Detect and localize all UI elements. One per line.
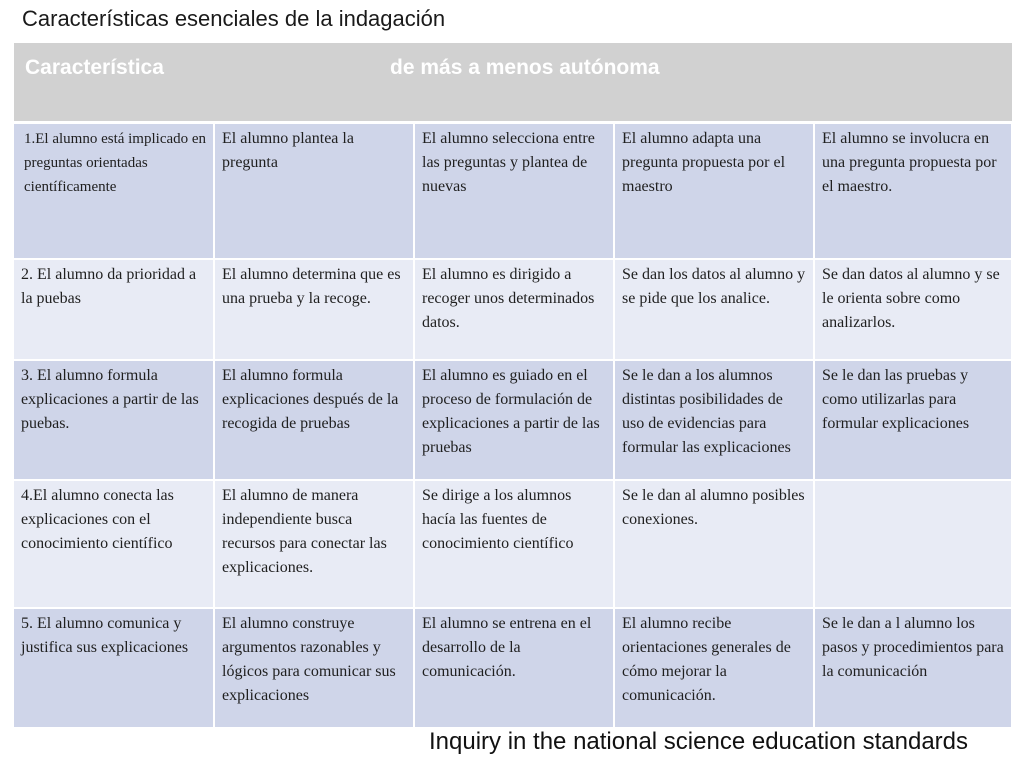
inquiry-table: [14, 43, 1012, 729]
table-row: [14, 608, 1012, 728]
table-row: [14, 123, 1012, 259]
table-header: [14, 43, 1012, 123]
characteristic-cell: 5. El alumno comunica y justifica sus explicaciones: [14, 608, 214, 728]
table-row: [14, 259, 1012, 360]
table-row: [14, 480, 1012, 608]
source-credit: Inquiry in the national science education standards: [428, 728, 968, 755]
table-cell: Se le dan al alumno posibles conexiones.: [614, 480, 814, 608]
table-cell: Se dan los datos al alumno y se pide que los analice.: [614, 259, 814, 360]
table-cell: Se le dan las pruebas y como utilizarlas para formular explicaciones: [814, 360, 1012, 480]
table-cell: El alumno de manera independiente busca recursos para conectar las explicaciones.: [214, 480, 414, 608]
table-cell: [814, 480, 1012, 608]
table-row: [14, 360, 1012, 480]
table-cell: El alumno construye argumentos razonables y lógicos para comunicar sus explicaciones: [214, 608, 414, 728]
table-cell: El alumno recibe orientaciones generales de cómo mejorar la comunicación.: [614, 608, 814, 728]
table-cell: Se le dan a los alumnos distintas posibilidades de uso de evidencias para formular las explicaciones: [614, 360, 814, 480]
table-cell: El alumno se entrena en el desarrollo de la comunicación.: [414, 608, 614, 728]
table-cell: El alumno se involucra en una pregunta propuesta por el maestro.: [814, 123, 1012, 259]
characteristic-cell: 4.El alumno conecta las explicaciones con el conocimiento científico: [14, 480, 214, 608]
header-characteristic-label: Característica: [25, 56, 164, 79]
slide-title: Características esenciales de la indagación: [22, 6, 446, 31]
header-scale-label: de más a menos autónoma: [390, 56, 660, 79]
table-cell: El alumno adapta una pregunta propuesta por el maestro: [614, 123, 814, 259]
characteristic-cell: 3. El alumno formula explicaciones a partir de las puebas.: [14, 360, 214, 480]
table-cell: El alumno determina que es una prueba y la recoge.: [214, 259, 414, 360]
table-cell: Se le dan a l alumno los pasos y procedimientos para la comunicación: [814, 608, 1012, 728]
table-cell: El alumno selecciona entre las preguntas y plantea de nuevas: [414, 123, 614, 259]
table-cell: El alumno plantea la pregunta: [214, 123, 414, 259]
table-cell: El alumno es guiado en el proceso de formulación de explicaciones a partir de las pruebas: [414, 360, 614, 480]
table-cell: Se dirige a los alumnos hacía las fuentes de conocimiento científico: [414, 480, 614, 608]
characteristic-cell: 2. El alumno da prioridad a la puebas: [14, 259, 214, 360]
table-cell: El alumno es dirigido a recoger unos determinados datos.: [414, 259, 614, 360]
table-cell: El alumno formula explicaciones después de la recogida de pruebas: [214, 360, 414, 480]
table-cell: Se dan datos al alumno y se le orienta sobre como analizarlos.: [814, 259, 1012, 360]
table-header-row: [14, 43, 1012, 123]
characteristic-cell: 1.El alumno está implicado en preguntas orientadas científicamente: [14, 123, 214, 259]
